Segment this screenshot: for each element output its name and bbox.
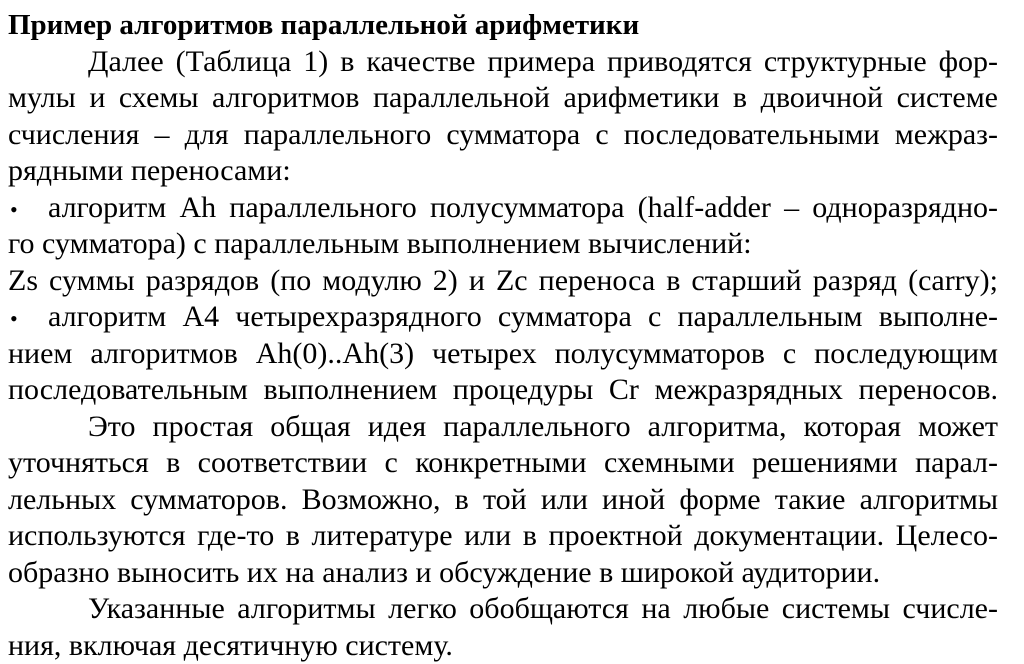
document-page <box>8 7 998 664</box>
paragraph-2-line-4: используются где-то в литературе или в проектной документации. Целесо- <box>8 518 998 555</box>
bullet-item-2 <box>8 299 998 336</box>
paragraph-2-line-2: уточняться в соответствии с конкретными схемными решениями парал- <box>8 445 998 482</box>
bullet-item-1-continuation: го сумматора) с параллельным выполнением вычислений: <box>8 226 998 263</box>
bullet-marker: • <box>8 192 48 229</box>
bullet-item-1-continuation-2: Zs суммы разрядов (по модулю 2) и Zc переноса в старший разряд (carry); <box>8 263 998 300</box>
bullet-item-2-text: алгоритм A4 четырехразрядного сумматора с параллельным выполне- <box>48 299 998 336</box>
paragraph-line-1: Далее (Таблица 1) в качестве примера приводятся структурные фор- <box>8 44 998 81</box>
paragraph-2-line-3: лельных сумматоров. Возможно, в той или иной форме такие алгоритмы <box>8 482 998 519</box>
bullet-item-2-continuation: нием алгоритмов Ah(0)..Ah(3) четырех полусумматоров с последующим <box>8 336 998 373</box>
bullet-item-1-text: алгоритм Ah параллельного полусумматора (half-adder – одноразрядно- <box>48 190 998 227</box>
paragraph-line-3: счисления – для параллельного сумматора с последовательными межраз- <box>8 117 998 154</box>
bullet-marker: • <box>8 301 48 338</box>
paragraph-line-4: рядными переносами: <box>8 153 998 190</box>
paragraph-2-line-1: Это простая общая идея параллельного алгоритма, которая может <box>8 409 998 446</box>
bullet-item-2-continuation-2: последовательным выполнением процедуры Cr межразрядных переносов. <box>8 372 998 409</box>
bullet-item-1 <box>8 190 998 227</box>
paragraph-line-2: мулы и схемы алгоритмов параллельной арифметики в двоичной системе <box>8 80 998 117</box>
document-title: Пример алгоритмов параллельной арифметики <box>8 7 998 44</box>
paragraph-2-line-5: образно выносить их на анализ и обсуждение в широкой аудитории. <box>8 555 998 592</box>
paragraph-3-line-1: Указанные алгоритмы легко обобщаются на любые системы счисле- <box>8 591 998 628</box>
paragraph-3-line-2: ния, включая десятичную систему. <box>8 628 998 664</box>
